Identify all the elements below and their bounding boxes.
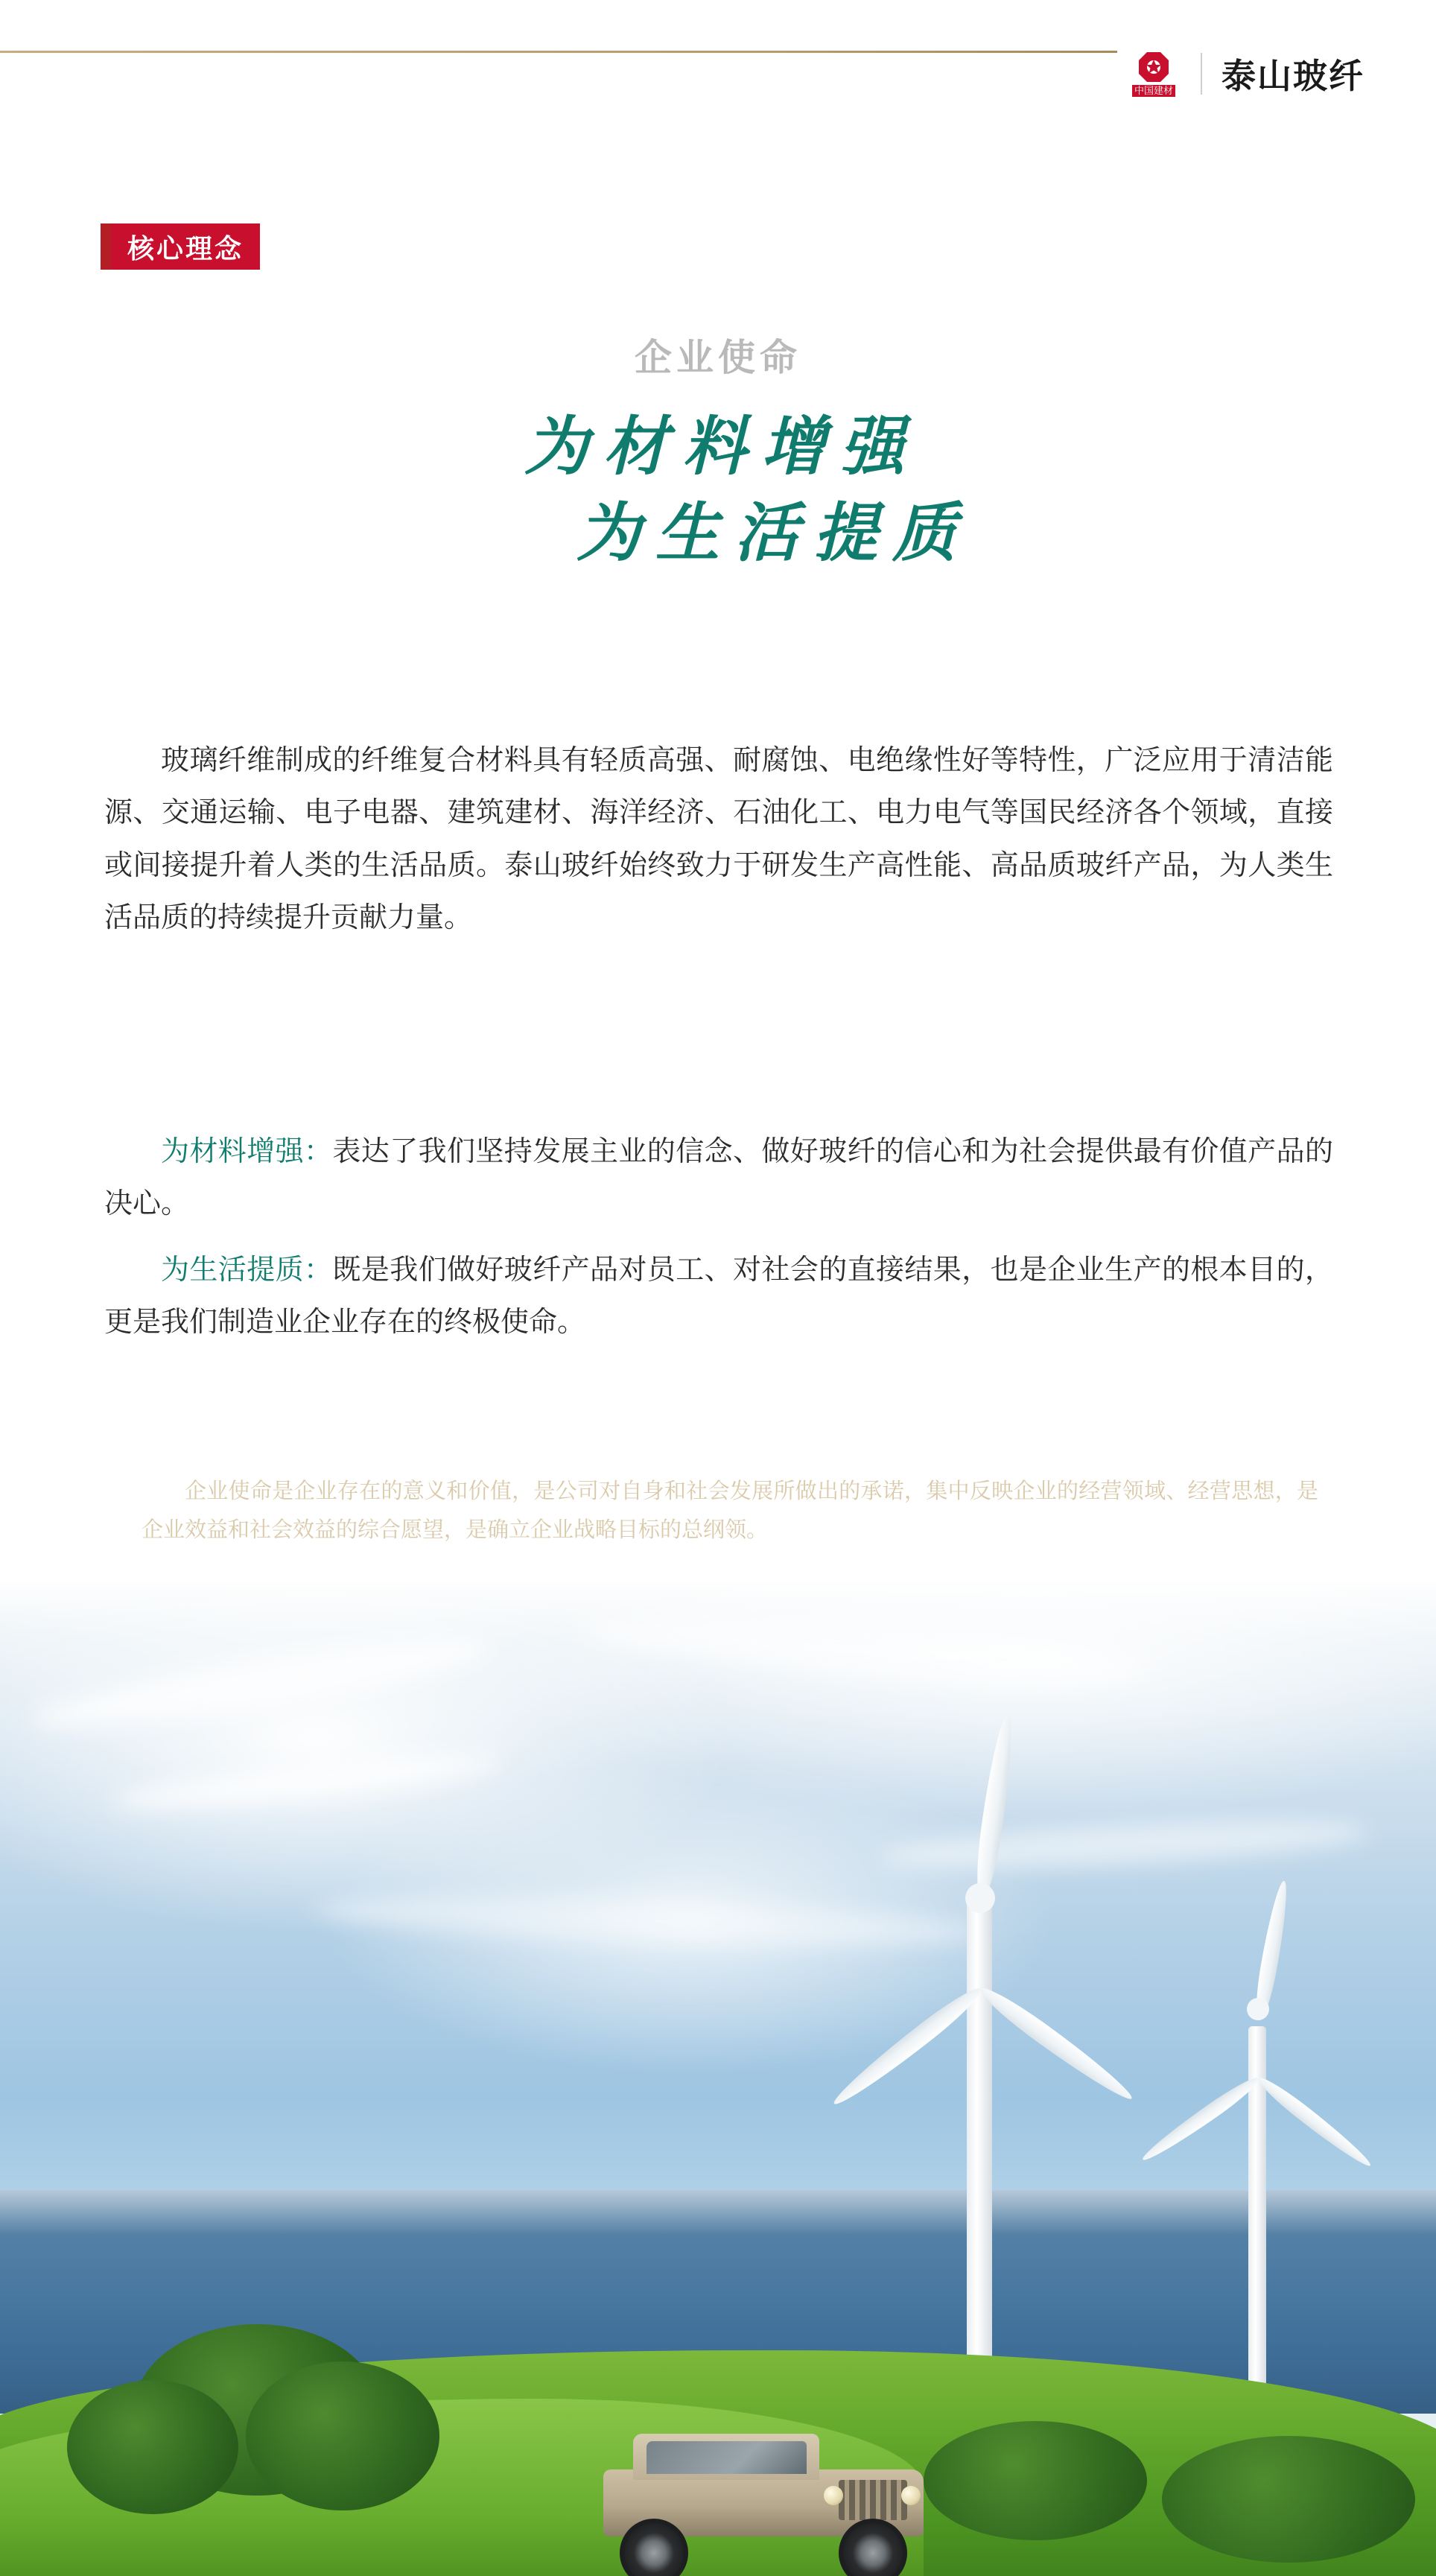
explanation-text-2: 既是我们做好玻纤产品对员工、对社会的直接结果，也是企业生产的根本目的，更是我们制造业企业存在的终极使命。 — [104, 1252, 1333, 1338]
vehicle-grille — [839, 2480, 907, 2520]
mission-slogan-line-1: 为材料增强 — [524, 409, 919, 484]
shrub — [246, 2361, 439, 2510]
explanation-item-2 — [104, 1243, 1333, 1348]
mission-block — [0, 328, 1436, 577]
explanation-list — [104, 1125, 1333, 1348]
page-header — [0, 0, 1436, 142]
turbine-hub — [1247, 1998, 1269, 2020]
mission-title: 企业使命 — [635, 336, 801, 379]
explanation-text-1: 表达了我们坚持发展主业的信念、做好玻纤的信心和为社会提供最有价值产品的决心。 — [104, 1135, 1333, 1220]
explanation-key-2: 为生活提质： — [161, 1252, 333, 1286]
section-tag-bar — [101, 223, 111, 270]
section-tag — [101, 223, 260, 270]
turbine-blade — [1139, 2072, 1263, 2166]
turbine-blade — [1254, 2072, 1375, 2171]
shrub — [67, 2380, 238, 2514]
brand-divider — [1201, 53, 1202, 95]
explanation-item-1 — [104, 1125, 1333, 1230]
footnote-text: 企业使命是企业存在的意义和价值，是公司对自身和社会发展所做出的承诺，集中反映企业的经营领域、经营思想，是企业效益和社会效益的综合愿望，是确立企业战略目标的总纲领。 — [142, 1478, 1318, 1543]
shrub — [1162, 2436, 1415, 2563]
shrub — [924, 2421, 1147, 2540]
octagon-shape-icon — [1137, 51, 1170, 83]
header-gold-rule — [0, 51, 1117, 53]
brand-lockup — [1126, 46, 1364, 101]
octagon-mark-icon — [1126, 46, 1181, 101]
hero-photo — [0, 1579, 1436, 2576]
wind-turbine-small-icon — [1110, 1900, 1423, 2443]
mission-slogan — [0, 404, 1436, 577]
body-copy — [104, 734, 1333, 943]
vehicle-windshield — [646, 2441, 807, 2474]
brand-name: 泰山玻纤 — [1221, 56, 1364, 96]
body-paragraph-1: 玻璃纤维制成的纤维复合材料具有轻质高强、耐腐蚀、电绝缘性好等特性，广泛应用于清洁能源、交通运输、电子电器、建筑建材、海洋经济、石油化工、电力电气等国民经济各个领域，直接或间接提升着人类的生活品质。泰山玻纤始终致力于研发生产高性能、高品质玻纤产品，为人类生活品质的持续提升贡献力量。 — [104, 743, 1333, 933]
turbine-blade — [828, 1982, 987, 2111]
turbine-hub — [965, 1883, 995, 1913]
explanation-key-1: 为材料增强： — [161, 1135, 333, 1167]
vehicle-headlight — [824, 2486, 843, 2505]
jeep-vehicle-icon — [588, 2425, 938, 2576]
vehicle-headlight — [901, 2486, 921, 2505]
mission-slogan-line-2: 为生活提质 — [576, 495, 971, 571]
section-tag-label: 核心理念 — [111, 223, 260, 270]
brand-cn-badge: 中国建材 — [1132, 85, 1175, 97]
